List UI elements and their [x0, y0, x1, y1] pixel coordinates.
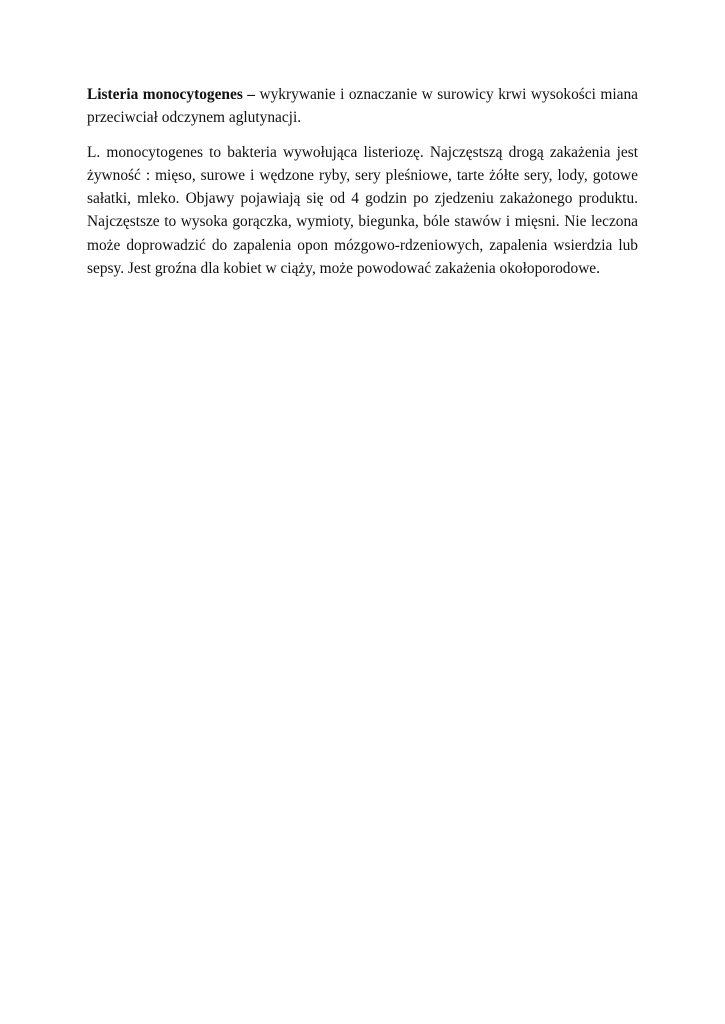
- heading-dash: –: [242, 86, 260, 103]
- document-content: [87, 83, 638, 291]
- heading-term: Listeria monocytogenes: [87, 86, 243, 103]
- heading-paragraph: [87, 83, 638, 130]
- body-paragraph: L. monocytogenes to bakteria wywołująca listeriozę. Najczęstszą drogą zakażenia jest żywność : mięso, surowe i wędzone ryby, sery pleśniowe, tarte żółte sery, lody, gotowe sałatki, mleko. Objawy pojawiają się od 4 godzin po zjedzeniu zakażonego produktu. Najczęstsze to wysoka gorączka, wymioty, biegunka, bóle stawów i mięsni. Nie leczona może doprowadzić do zapalenia opon mózgowo-rdzeniowych, zapalenia wsierdzia lub sepsy. Jest groźna dla kobiet w ciąży, może powodować zakażenia okołoporodowe.: [87, 143, 638, 278]
- heading-description: wykrywanie i oznaczanie w surowicy krwi wysokości miana przeciwciał odczynem aglutynacji.: [87, 86, 638, 127]
